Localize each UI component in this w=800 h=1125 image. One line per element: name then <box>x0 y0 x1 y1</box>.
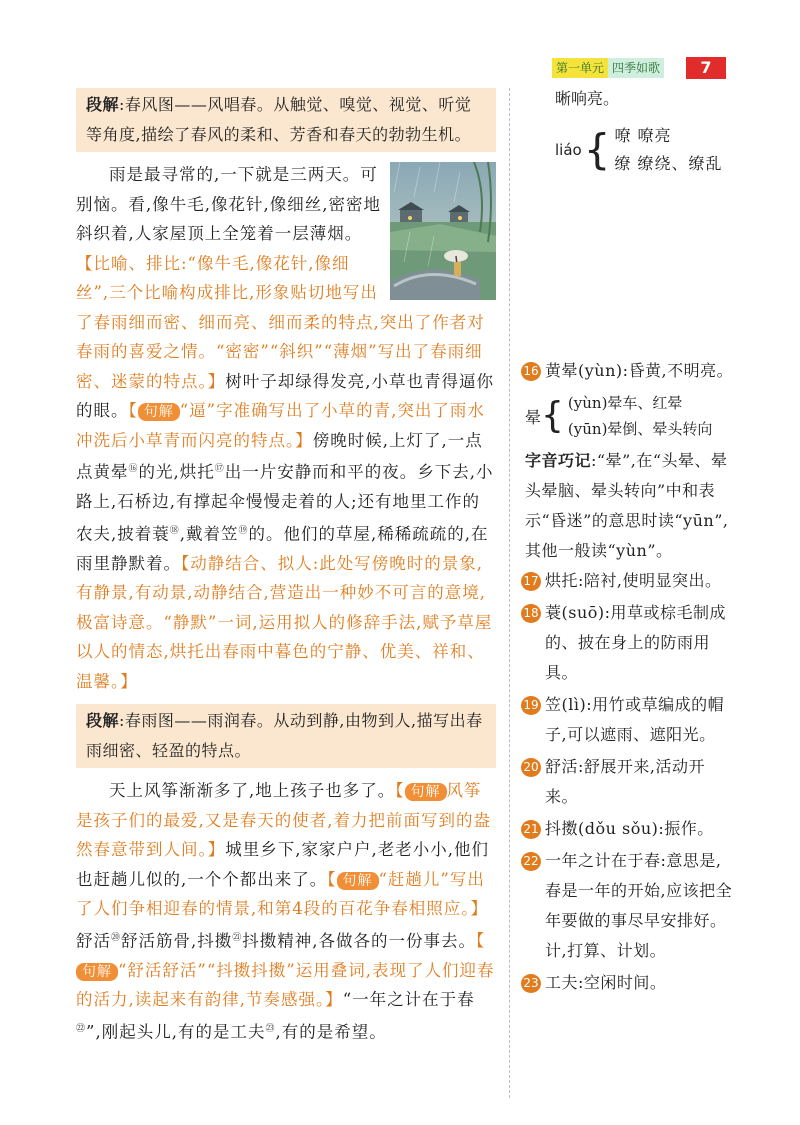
glossary-text: 烘托:陪衬,使明显突出。 <box>545 571 722 590</box>
brace-lines <box>568 390 713 442</box>
section-analysis-label: 段解 <box>86 711 120 730</box>
sentence-analysis-tag: 句解 <box>76 963 118 981</box>
glossary-item-23 <box>521 968 735 998</box>
liao-character-group <box>555 122 755 178</box>
column-divider <box>509 88 510 1098</box>
text: ,戴着笠 <box>179 524 239 543</box>
brace-row: (yùn)晕车、红晕 <box>567 394 683 412</box>
text: 抖擞精神,各做各的一份事去。 <box>242 931 477 950</box>
annotation-dynamic-static: 【动静结合、拟人:此处写傍晚时的景象,有静景,有动景,动静结合,营造出一种妙不可言的意境,极富诗意。“静默”一词,运用拟人的修辞手法,赋予草屋以人的情态,烘托出春雨中暮色的宁静、优美、祥和、温馨。】 <box>76 553 493 691</box>
brace-row: 嘹 嘹亮 <box>614 126 672 145</box>
unit-header <box>552 58 664 78</box>
annotation-text: 风筝是孩子们的最爱,又是春天的使者,着力把前面写到的盎然春意带到人间。】 <box>76 781 491 859</box>
glossary-item-19 <box>521 690 735 750</box>
section-analysis-label: 段解 <box>86 95 120 114</box>
footnote-ref-23: ㉓ <box>265 1023 276 1034</box>
footnote-ref-19: ⑲ <box>238 525 249 536</box>
footnote-ref-18: ⑱ <box>169 525 180 536</box>
brace-symbol: { <box>583 125 611 174</box>
footnote-ref-22: ㉒ <box>76 1023 87 1034</box>
text: 城里乡下,家家户户,老老小小,他们也赶趟儿似的,一个个都出来了。 <box>76 840 489 889</box>
text: ,有的是希望。 <box>275 1022 387 1041</box>
sentence-analysis-tag: 句解 <box>405 783 447 801</box>
footnote-ref-17: ⑰ <box>214 464 225 474</box>
glossary-text: 工夫:空闲时间。 <box>545 973 667 992</box>
section-analysis-text: :春雨图——雨润春。从动到静,由物到人,描写出春雨细密、轻盈的特点。 <box>86 711 483 760</box>
glossary-number: 23 <box>521 974 541 993</box>
brace-row: 缭 缭绕、缭乱 <box>614 154 723 173</box>
main-column <box>76 88 496 1055</box>
glossary-number: 18 <box>521 604 541 623</box>
glossary-item-21 <box>521 814 735 844</box>
text: ”,刚起头儿,有的是工夫 <box>86 1022 266 1041</box>
glossary-item-18 <box>521 598 735 688</box>
text: 出一片安静而和平的夜。乡下去,小路上,石桥边,有撑起伞慢慢走着的人;还有地里工作的农夫,披着蓑 <box>76 462 494 543</box>
paragraph-kites <box>76 776 496 1047</box>
glossary-number: 19 <box>521 696 541 715</box>
tip-text: :“晕”,在“头晕、晕头晕脑、晕头转向”中和表示“昏迷”的意思时读“yūn”,其他一般读“yùn”。 <box>525 451 729 560</box>
glossary-number: 20 <box>521 758 541 777</box>
glossary-item-16 <box>521 356 735 386</box>
annotation-text: “舒活舒活”“抖擞抖擞”运用叠词,表现了人们迎春的活力,读起来有韵律,节奏感强。】 <box>76 960 495 1009</box>
page-number: 7 <box>686 57 726 79</box>
glossary-item-20 <box>521 752 735 812</box>
pronunciation-tip <box>521 446 735 566</box>
bracket: 【 <box>476 931 486 950</box>
text: 天上风筝渐渐多了,地上孩子也多了。 <box>109 781 396 800</box>
footnote-ref-21: ㉑ <box>232 932 243 943</box>
text: 的。他们的草屋,稀稀疏疏的,在雨里静默着。 <box>76 524 489 573</box>
sentence-analysis-tag: 句解 <box>138 403 180 421</box>
glossary-number: 22 <box>521 852 541 871</box>
brace-lines <box>614 122 722 178</box>
glossary-item-17 <box>521 566 735 596</box>
text: 雨是最寻常的,一下就是三两天。可别恼。看,像牛毛,像花针,像细丝,密密地斜织着,人家屋顶上全笼着一层薄烟。 <box>76 165 381 243</box>
text: 的光,烘托 <box>138 462 215 482</box>
glossary-number: 16 <box>521 362 541 381</box>
annotation-text: “逼”字准确写出了小草的青,突出了雨水冲洗后小草青而闪亮的特点。】 <box>76 401 485 450</box>
brace-symbol: { <box>541 395 564 436</box>
text: “一年之计在于春 <box>342 990 475 1009</box>
right-top-note <box>555 86 755 178</box>
annotation-metaphor: 【比喻、排比:“像牛毛,像花针,像细丝”,三个比喻构成排比,形象贴切地写出了春雨细而密、细而亮、细而柔的特点,突出了作者对春雨的喜爱之情。“密密”“斜织”“薄烟”写出了春雨细密、迷蒙的特点。】 <box>76 253 485 391</box>
bracket: 【 <box>128 401 138 420</box>
glossary-text: 抖擞(dǒu sǒu):振作。 <box>545 819 714 838</box>
topic-tag: 四季如歌 <box>608 58 664 78</box>
bracket: 【 <box>395 781 405 800</box>
yun-character-group <box>525 390 735 442</box>
footnote-ref-20: ⑳ <box>111 932 122 943</box>
tip-label: 字音巧记 <box>525 451 592 470</box>
brace-char: 晕 <box>525 407 542 427</box>
annotation-text: “赶趟儿”写出了人们争相迎春的情景,和第4段的百花争春相照应。】 <box>76 869 488 918</box>
text: 树叶子却绿得发亮,小草也青得逼你的眼。 <box>76 371 494 420</box>
glossary <box>521 356 735 1000</box>
sentence-analysis-tag: 句解 <box>337 872 379 890</box>
unit-tag: 第一单元 <box>552 58 608 78</box>
continued-text: 晰响亮。 <box>555 89 620 108</box>
glossary-text: 蓑(suō):用草或棕毛制成的、披在身上的防雨用具。 <box>545 603 727 682</box>
glossary-item-22 <box>521 846 735 966</box>
glossary-text: 笠(lì):用竹或草编成的帽子,可以遮雨、遮阳光。 <box>545 695 725 744</box>
brace-row: (yūn)晕倒、晕头转向 <box>567 420 713 438</box>
pinyin: liáo <box>555 141 582 159</box>
section-analysis-1 <box>76 88 496 152</box>
section-analysis-2 <box>76 704 496 768</box>
section-analysis-text: :春风图——风唱春。从触觉、嗅觉、视觉、听觉等角度,描绘了春风的柔和、芳香和春天的勃勃生机。 <box>86 95 472 144</box>
rain-bridge-illustration <box>390 162 496 300</box>
text: 舒活 <box>76 931 111 950</box>
glossary-text: 舒活:舒展开来,活动开来。 <box>545 757 705 806</box>
footnote-ref-16: ⑯ <box>128 464 139 474</box>
text: 舒活筋骨,抖擞 <box>121 931 233 950</box>
glossary-text: 黄晕(yùn):昏黄,不明亮。 <box>545 361 734 380</box>
bracket: 【 <box>327 869 337 889</box>
text: 傍晚时候,上灯了,一点点黄晕 <box>76 430 483 482</box>
glossary-number: 21 <box>521 820 541 839</box>
glossary-number: 17 <box>521 572 541 591</box>
glossary-text: 一年之计在于春:意思是,春是一年的开始,应该把全年要做的事尽早安排好。计,打算、计划。 <box>545 851 733 960</box>
